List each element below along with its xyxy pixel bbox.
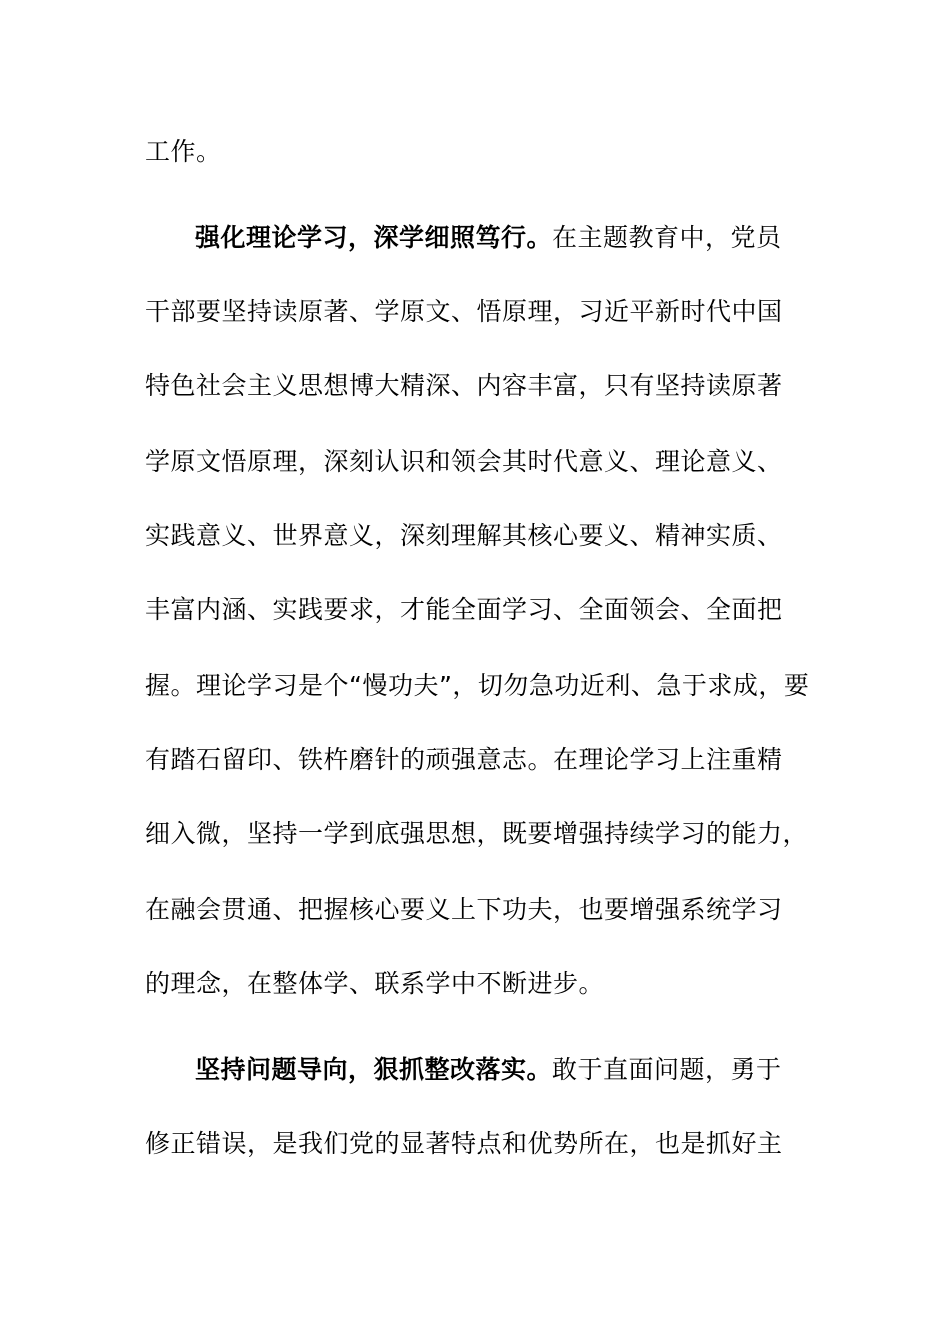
paragraph-first-line — [195, 1054, 782, 1086]
paragraph-text: 在主题教育中，党员 — [552, 223, 782, 252]
paragraph-line: 的理念，在整体学、联系学中不断进步。 — [145, 969, 605, 998]
paragraph-first-line — [195, 222, 782, 254]
paragraph-line: 特色社会主义思想博大精深、内容丰富，只有坚持读原著 — [145, 371, 783, 400]
paragraph-heading: 坚持问题导向，狠抓整改落实。 — [195, 1055, 553, 1084]
paragraph-line: 实践意义、世界意义，深刻理解其核心要义、精神实质、 — [145, 521, 783, 550]
paragraph-line: 有踏石留印、铁杵磨针的顽强意志。在理论学习上注重精 — [145, 745, 783, 774]
paragraph-line: 干部要坚持读原著、学原文、悟原理，习近平新时代中国 — [145, 297, 783, 326]
paragraph-line: 工作。 — [145, 137, 222, 166]
paragraph-heading: 强化理论学习，深学细照笃行。 — [195, 223, 553, 252]
paragraph-line: 学原文悟原理，深刻认识和领会其时代意义、理论意义、 — [145, 447, 783, 476]
paragraph-line: 修正错误，是我们党的显著特点和优势所在，也是抓好主 — [145, 1129, 783, 1158]
paragraph-line: 丰富内涵、实践要求，才能全面学习、全面领会、全面把 — [145, 595, 783, 624]
paragraph-line: 细入微，坚持一学到底强思想，既要增强持续学习的能力， — [145, 819, 809, 848]
paragraph-text: 敢于直面问题，勇于 — [552, 1055, 782, 1084]
paragraph-line: 在融会贯通、把握核心要义上下功夫，也要增强系统学习 — [145, 895, 783, 924]
paragraph-line: 握。理论学习是个“慢功夫”，切勿急功近利、急于求成，要 — [145, 671, 810, 700]
